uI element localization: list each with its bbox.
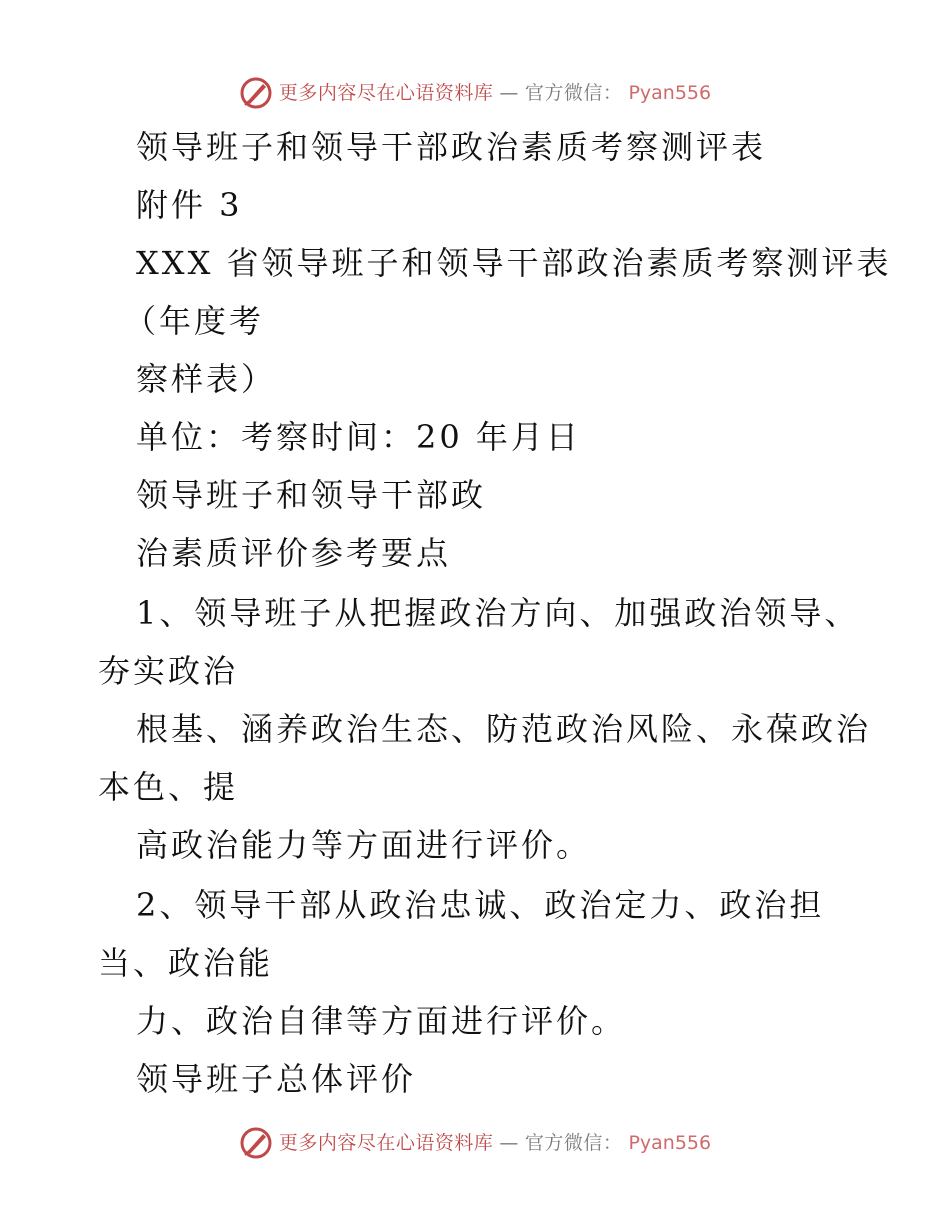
document-title: 领导班子和领导干部政治素质考察测评表: [136, 128, 767, 166]
form-title-line: 察样表）: [136, 360, 277, 398]
paragraph-line: 2、领导干部从政治忠诚、政治定力、政治担: [136, 886, 825, 924]
watermark-official-text: 官方微信：: [524, 82, 623, 104]
quill-logo-icon: [239, 76, 273, 110]
unit-date-line: 单位：考察时间：20 年月日: [136, 418, 581, 456]
header-watermark: [0, 76, 950, 110]
watermark-brand-text: 更多内容尽在心语资料库: [278, 82, 494, 104]
paragraph-line: 1、领导班子从把握政治方向、加强政治领导、: [136, 594, 860, 632]
paragraph-line: 夯实政治: [98, 652, 239, 690]
section-heading-line: 领导班子和领导干部政: [136, 476, 487, 514]
paragraph-line: 力、政治自律等方面进行评价。: [136, 1002, 627, 1040]
watermark-official-text: 官方微信：: [524, 1132, 623, 1154]
paragraph-line: 高政治能力等方面进行评价。: [136, 826, 592, 864]
watermark-wechat-id: Pyan556: [628, 1132, 712, 1154]
watermark-brand-text: 更多内容尽在心语资料库: [278, 1132, 494, 1154]
section-heading-line: 治素质评价参考要点: [136, 534, 452, 572]
attachment-label: 附件 3: [136, 186, 243, 224]
paragraph-line: 根基、涵养政治生态、防范政治风险、永葆政治: [136, 710, 872, 748]
form-title-line: （年度考: [124, 302, 265, 340]
form-title-line: XXX 省领导班子和领导干部政治素质考察测评表: [136, 244, 892, 282]
paragraph-line: 本色、提: [98, 768, 239, 806]
paragraph-line: 当、政治能: [98, 944, 274, 982]
watermark-wechat-id: Pyan556: [628, 82, 712, 104]
footer-watermark: [0, 1126, 950, 1160]
watermark-dash: —: [499, 82, 519, 104]
section-heading-line: 领导班子总体评价: [136, 1060, 417, 1098]
watermark-dash: —: [499, 1132, 519, 1154]
quill-logo-icon: [239, 1126, 273, 1160]
